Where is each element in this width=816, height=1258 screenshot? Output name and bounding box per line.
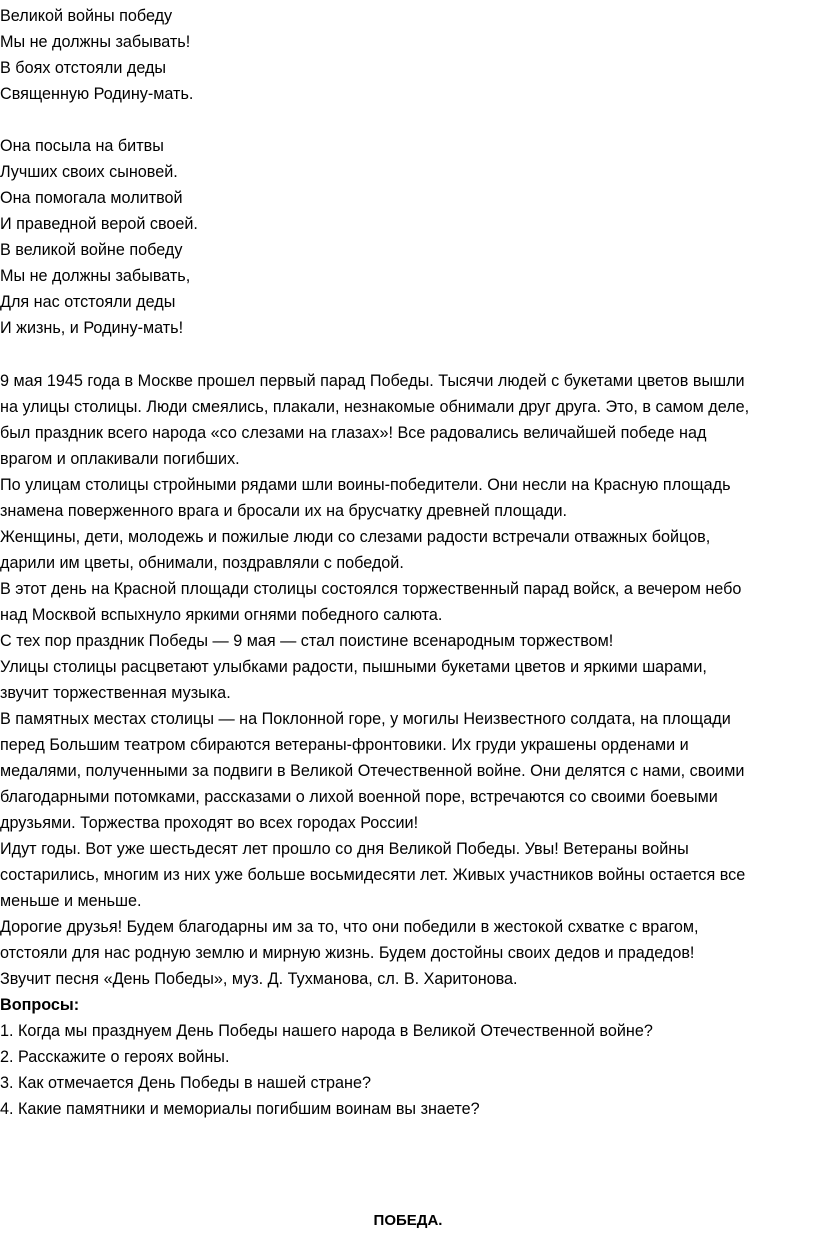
- poem-line: Священную Родину-мать.: [0, 85, 194, 103]
- poem-line: Она посыла на битвы: [0, 137, 164, 155]
- article-line: Улицы столицы расцветают улыбками радости, пышными букетами цветов и яркими шарами,: [0, 658, 707, 676]
- article-line: благодарными потомками, рассказами о лихой военной поре, встречаются со своими боевыми: [0, 788, 718, 806]
- poem-stanza-2: [0, 133, 816, 341]
- article-line: меньше и меньше.: [0, 892, 142, 910]
- article-line: С тех пор праздник Победы — 9 мая — стал поистине всенародным торжеством!: [0, 632, 614, 650]
- article-line: на улицы столицы. Люди смеялись, плакали, незнакомые обнимали друг друга. Это, в самом деле,: [0, 398, 750, 416]
- article-line: врагом и оплакивали погибших.: [0, 450, 240, 468]
- poem-line: В боях отстояли деды: [0, 59, 167, 77]
- article-line: был праздник всего народа «со слезами на глазах»! Все радовались величайшей победе над: [0, 424, 707, 442]
- questions-heading: Вопросы:: [0, 996, 80, 1014]
- poem-stanza-1: [0, 3, 816, 107]
- article-line: Женщины, дети, молодежь и пожилые люди со слезами радости встречали отважных бойцов,: [0, 528, 711, 546]
- article-line: 9 мая 1945 года в Москве прошел первый парад Победы. Тысячи людей с букетами цветов вышли: [0, 372, 745, 390]
- poem-line: Она помогала молитвой: [0, 189, 183, 207]
- article-line: В этот день на Красной площади столицы состоялся торжественный парад войск, а вечером небо: [0, 580, 742, 598]
- article-line: звучит торжественная музыка.: [0, 684, 231, 702]
- poem-line: Великой войны победу: [0, 7, 173, 25]
- poem-line: Для нас отстояли деды: [0, 293, 176, 311]
- poem-line: Мы не должны забывать,: [0, 267, 191, 285]
- article-line: друзьями. Торжества проходят во всех городах России!: [0, 814, 419, 832]
- article-line: состарились, многим из них уже больше восьмидесяти лет. Живых участников войны остается все: [0, 866, 746, 884]
- article-line: В памятных местах столицы — на Поклонной горе, у могилы Неизвестного солдата, на площади: [0, 710, 731, 728]
- article-line: Звучит песня «День Победы», муз. Д. Тухманова, сл. В. Харитонова.: [0, 970, 518, 988]
- article-line: Дорогие друзья! Будем благодарны им за то, что они победили в жестокой схватке с врагом,: [0, 918, 699, 936]
- poem-line: Мы не должны забывать!: [0, 33, 191, 51]
- poem-line: Лучших своих сыновей.: [0, 163, 178, 181]
- article-line: По улицам столицы стройными рядами шли воины-победители. Они несли на Красную площадь: [0, 476, 731, 494]
- article-line: Идут годы. Вот уже шестьдесят лет прошло со дня Великой Победы. Увы! Ветераны войны: [0, 840, 689, 858]
- question-item: 1. Когда мы празднуем День Победы нашего народа в Великой Отечественной войне?: [0, 1022, 653, 1040]
- article-line: медалями, полученными за подвиги в Великой Отечественной войне. Они делятся с нами, своими: [0, 762, 745, 780]
- poem-line: И жизнь, и Родину-мать!: [0, 319, 184, 337]
- article-line: над Москвой вспыхнуло яркими огнями победного салюта.: [0, 606, 443, 624]
- footer-title: ПОБЕДА.: [373, 1212, 443, 1229]
- article-and-questions: [0, 368, 816, 1122]
- question-item: 2. Расскажите о героях войны.: [0, 1048, 230, 1066]
- article-line: отстояли для нас родную землю и мирную жизнь. Будем достойны своих дедов и прадедов!: [0, 944, 695, 962]
- article-line: перед Большим театром сбираются ветераны-фронтовики. Их груди украшены орденами и: [0, 736, 689, 754]
- article-line: дарили им цветы, обнимали, поздравляли с победой.: [0, 554, 404, 572]
- question-item: 3. Как отмечается День Победы в нашей стране?: [0, 1074, 371, 1092]
- poem-line: И праведной верой своей.: [0, 215, 198, 233]
- question-item: 4. Какие памятники и мемориалы погибшим воинам вы знаете?: [0, 1100, 480, 1118]
- poem-line: В великой войне победу: [0, 241, 183, 259]
- article-line: знамена поверженного врага и бросали их на брусчатку древней площади.: [0, 502, 568, 520]
